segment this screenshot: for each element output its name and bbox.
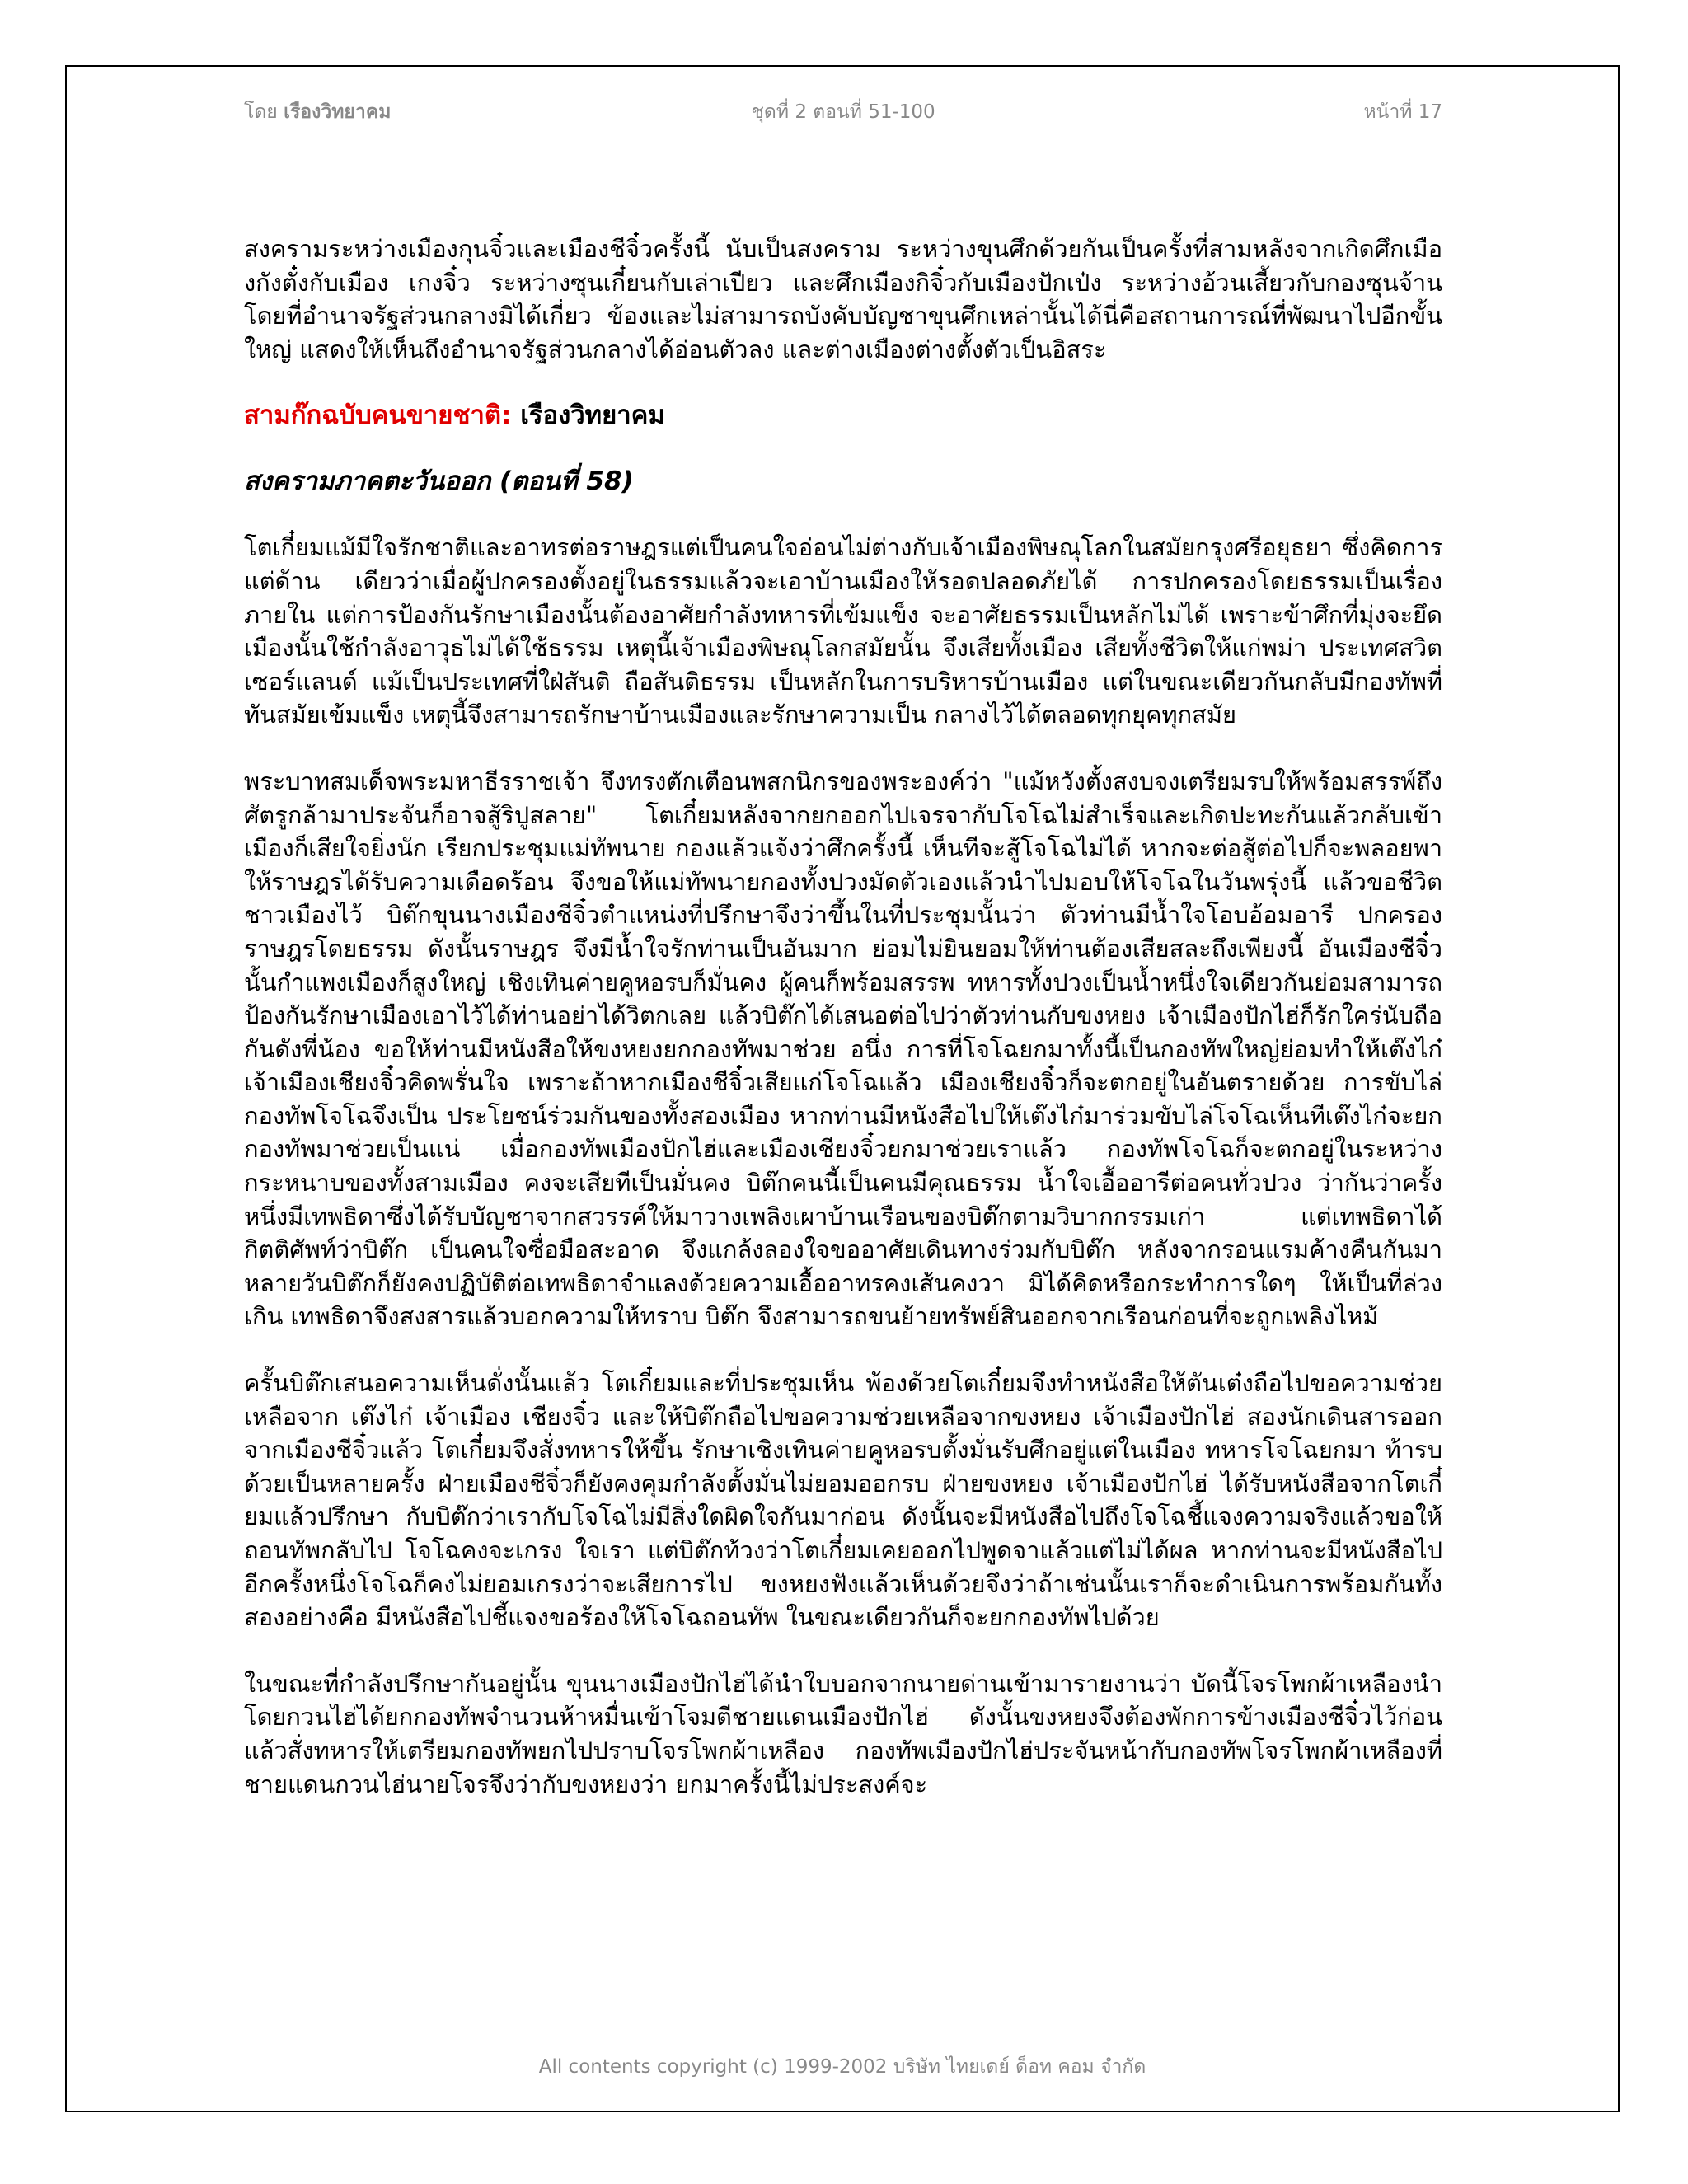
paragraph: ครั้นบิต๊กเสนอความเห็นดั่งนั้นแล้ว โตเกี๋ยมและที่ประชุมเห็น พ้องด้วยโตเกี๋ยมจึงทำหนังสือให้ตันเต๋งถือไปขอความช่วยเหลือจาก เต๊งไก๋ เจ้าเมือง เชียงจิ๋ว และให้บิต๊กถือไปขอความช่วยเหลือจากขงหยง เจ้าเมืองปักไฮ่ สองนักเดินสารออกจากเมืองชีจิ๋วแล้ว โตเกี๋ยมจึงสั่งทหารให้ขึ้น รักษาเชิงเทินค่ายคูหอรบตั้งมั่นรับศึกอยู่แต่ในเมือง ทหารโจโฉยกมา ท้ารบด้วยเป็นหลายครั้ง ฝ่ายเมืองชีจิ๋วก็ยังคงคุมกำลังตั้งมั่นไม่ยอมออกรบ ฝ่ายขงหยง เจ้าเมืองปักไฮ่ ได้รับหนังสือจากโตเกี๋ยมแล้วปรึกษา กับบิต๊กว่าเรากับโจโฉไม่มีสิ่งใดผิดใจกันมาก่อน ดังนั้นจะมีหนังสือไปถึงโจโฉชี้แจงความจริงแล้วขอให้ถอนทัพกลับไป โจโฉคงจะเกรง ใจเรา แต่บิต๊กท้วงว่าโตเกี๋ยมเคยออกไปพูดจาแล้วแต่ไม่ได้ผล หากท่านจะมีหนังสือไปอีกครั้งหนึ่งโจโฉก็คงไม่ยอมเกรงว่าจะเสียการไป ขงหยงฟังแล้วเห็นด้วยจึงว่าถ้าเช่นนั้นเราก็จะดำเนินการพร้อมกันทั้งสองอย่างคือ มีหนังสือไปชี้แจงขอร้องให้โจโฉถอนทัพ ในขณะเดียวกันก็จะยกกองทัพไปด้วย bbox=[244, 1369, 1442, 1632]
author-name: เรืองวิทยาคม bbox=[284, 101, 392, 123]
header-series: ชุดที่ 2 ตอนที่ 51-100 bbox=[751, 101, 935, 123]
header-page-number: หน้าที่ 17 bbox=[1363, 101, 1442, 123]
article-body bbox=[244, 232, 1442, 1834]
paragraph: โตเกี๋ยมแม้มีใจรักชาติและอาทรต่อราษฎรแต่เป็นคนใจอ่อนไม่ต่างกับเจ้าเมืองพิษณุโลกในสมัยกรุงศรีอยุธยา ซึ่งคิดการแต่ด้าน เดียวว่าเมื่อผู้ปกครองตั้งอยู่ในธรรมแล้วจะเอาบ้านเมืองให้รอดปลอดภัยได้ การปกครองโดยธรรมเป็นเรื่องภายใน แต่การป้องกันรักษาเมืองนั้นต้องอาศัยกำลังทหารที่เข้มแข็ง จะอาศัยธรรมเป็นหลักไม่ได้ เพราะข้าศึกที่มุ่งจะยึดเมืองนั้นใช้กำลังอาวุธไม่ได้ใช้ธรรม เหตุนี้เจ้าเมืองพิษณุโลกสมัยนั้น จึงเสียทั้งเมือง เสียทั้งชีวิตให้แก่พม่า ประเทศสวิตเซอร์แลนด์ แม้เป็นประเทศที่ใฝ่สันติ ถือสันติธรรม เป็นหลักในการบริหารบ้านเมือง แต่ในขณะเดียวกันกลับมีกองทัพที่ทันสมัยเข้มแข็ง เหตุนี้จึงสามารถรักษาบ้านเมืองและรักษาความเป็น กลางไว้ได้ตลอดทุกยุคทุกสมัย bbox=[244, 533, 1442, 729]
episode-title: สงครามภาคตะวันออก (ตอนที่ 58) bbox=[244, 466, 634, 497]
page-footer: All contents copyright (c) 1999-2002 บริษัท ไทยเดย์ ด็อท คอม จำกัด bbox=[538, 2056, 1146, 2078]
author-prefix: โดย bbox=[244, 101, 278, 123]
section-title bbox=[244, 399, 1442, 432]
paragraph: พระบาทสมเด็จพระมหาธีรราชเจ้า จึงทรงตักเตือนพสกนิกรของพระองค์ว่า "แม้หวังตั้งสงบจงเตรียมรบให้พร้อมสรรพ์ถึงศัตรูกล้ามาประจันก็อาจสู้ริปูสลาย" โตเกี๋ยมหลังจากยกออกไปเจรจากับโจโฉไม่สำเร็จและเกิดปะทะกันแล้วกลับเข้าเมืองก็เสียใจยิ่งนัก เรียกประชุมแม่ทัพนาย กองแล้วแจ้งว่าศึกครั้งนี้ เห็นทีจะสู้โจโฉไม่ได้ หากจะต่อสู้ต่อไปก็จะพลอยพาให้ราษฎรได้รับความเดือดร้อน จึงขอให้แม่ทัพนายกองทั้งปวงมัดตัวเองแล้วนำไปมอบให้โจโฉในวันพรุ่งนี้ แล้วขอชีวิตชาวเมืองไว้ บิต๊กขุนนางเมืองชีจิ๋วตำแหน่งที่ปรึกษาจึงว่าขึ้นในที่ประชุมนั้นว่า ตัวท่านมีน้ำใจโอบอ้อมอารี ปกครองราษฎรโดยธรรม ดังนั้นราษฎร จึงมีน้ำใจรักท่านเป็นอันมาก ย่อมไม่ยินยอมให้ท่านต้องเสียสละถึงเพียงนี้ อันเมืองชีจิ๋วนั้นกำแพงเมืองก็สูงใหญ่ เชิงเทินค่ายคูหอรบก็มั่นคง ผู้คนก็พร้อมสรรพ ทหารทั้งปวงเป็นน้ำหนึ่งใจเดียวกันย่อมสามารถป้องกันรักษาเมืองเอาไว้ได้ท่านอย่าได้วิตกเลย แล้วบิต๊กได้เสนอต่อไปว่าตัวท่านกับขงหยง เจ้าเมืองปักไฮ่ก็รักใคร่นับถือกันดังพี่น้อง ขอให้ท่านมีหนังสือให้ขงหยงยกกองทัพมาช่วย อนึ่ง การที่โจโฉยกมาทั้งนี้เป็นกองทัพใหญ่ย่อมทำให้เต๊งไก๋ เจ้าเมืองเชียงจิ๋วคิดพรั่นใจ เพราะถ้าหากเมืองชีจิ๋วเสียแก่โจโฉแล้ว เมืองเชียงจิ๋วก็จะตกอยู่ในอันตรายด้วย การขับไล่กองทัพโจโฉจึงเป็น ประโยชน์ร่วมกันของทั้งสองเมือง หากท่านมีหนังสือไปให้เต๊งไก๋มาร่วมขับไล่โจโฉเห็นทีเต๊งไก๋จะยกกองทัพมาช่วยเป็นแน่ เมื่อกองทัพเมืองปักไฮ่และเมืองเชียงจิ๋วยกมาช่วยเราแล้ว กองทัพโจโฉก็จะตกอยู่ในระหว่างกระหนาบของทั้งสามเมือง คงจะเสียทีเป็นมั่นคง บิต๊กคนนี้เป็นคนมีคุณธรรม น้ำใจเอื้ออารีต่อคนทั่วปวง ว่ากันว่าครั้งหนึ่งมีเทพธิดาซึ่งได้รับบัญชาจากสวรรค์ให้มาวางเพลิงเผาบ้านเรือนของบิต๊กตามวิบากกรรมเก่า แต่เทพธิดาได้กิตติศัพท์ว่าบิต๊ก เป็นคนใจซื่อมือสะอาด จึงแกล้งลองใจขออาศัยเดินทางร่วมกับบิต๊ก หลังจากรอนแรมค้างคืนกันมาหลายวันบิต๊กก็ยังคงปฏิบัติต่อเทพธิดาจำแลงด้วยความเอื้ออาทรคงเส้นคงวา มิได้คิดหรือกระทำการใดๆ ให้เป็นที่ล่วงเกิน เทพธิดาจึงสงสารแล้วบอกความให้ทราบ บิต๊ก จึงสามารถขนย้ายทรัพย์สินออกจากเรือนก่อนที่จะถูกเพลิงไหม้ bbox=[244, 766, 1442, 1331]
section-title-author: เรืองวิทยาคม bbox=[520, 401, 665, 431]
section-title-series: สามก๊กฉบับคนขายชาติ: bbox=[244, 401, 512, 431]
paragraph: ในขณะที่กำลังปรึกษากันอยู่นั้น ขุนนางเมืองปักไฮ่ได้นำใบบอกจากนายด่านเข้ามารายงานว่า บัดนี้โจรโพกผ้าเหลืองนำโดยกวนไฮ่ได้ยกกองทัพจำนวนห้าหมื่นเข้าโจมตีชายแดนเมืองปักไฮ่ ดังนั้นขงหยงจึงต้องพักการข้างเมืองชีจิ๋วไว้ก่อน แล้วสั่งทหารให้เตรียมกองทัพยกไปปราบโจรโพกผ้าเหลือง กองทัพเมืองปักไฮ่ประจันหน้ากับกองทัพโจรโพกผ้าเหลืองที่ชายแดนกวนไฮ่นายโจรจึงว่ากับขงหยงว่า ยกมาครั้งนี้ไม่ประสงค์จะ bbox=[244, 1669, 1442, 1798]
page-header bbox=[244, 97, 1442, 130]
intro-paragraph: สงครามระหว่างเมืองกุนจิ๋วและเมืองชีจิ๋วครั้งนี้ นับเป็นสงคราม ระหว่างขุนศึกด้วยกันเป็นครั้งที่สามหลังจากเกิดศึกเมืองกังตั๋งกับเมือง เกงจิ๋ว ระหว่างซุนเกี๋ยนกับเล่าเปียว และศึกเมืองกิจิ๋วกับเมืองปักเป๋ง ระหว่างอ้วนเสี้ยวกับกองซุนจ้าน โดยที่อำนาจรัฐส่วนกลางมิได้เกี่ยว ข้องและไม่สามารถบังคับบัญชาขุนศึกเหล่านั้นได้นี่คือสถานการณ์ที่พัฒนาไปอีกขั้นใหญ่ แสดงให้เห็นถึงอำนาจรัฐส่วนกลางได้อ่อนตัวลง และต่างเมืองต่างตั้งตัวเป็นอิสระ bbox=[244, 235, 1442, 363]
